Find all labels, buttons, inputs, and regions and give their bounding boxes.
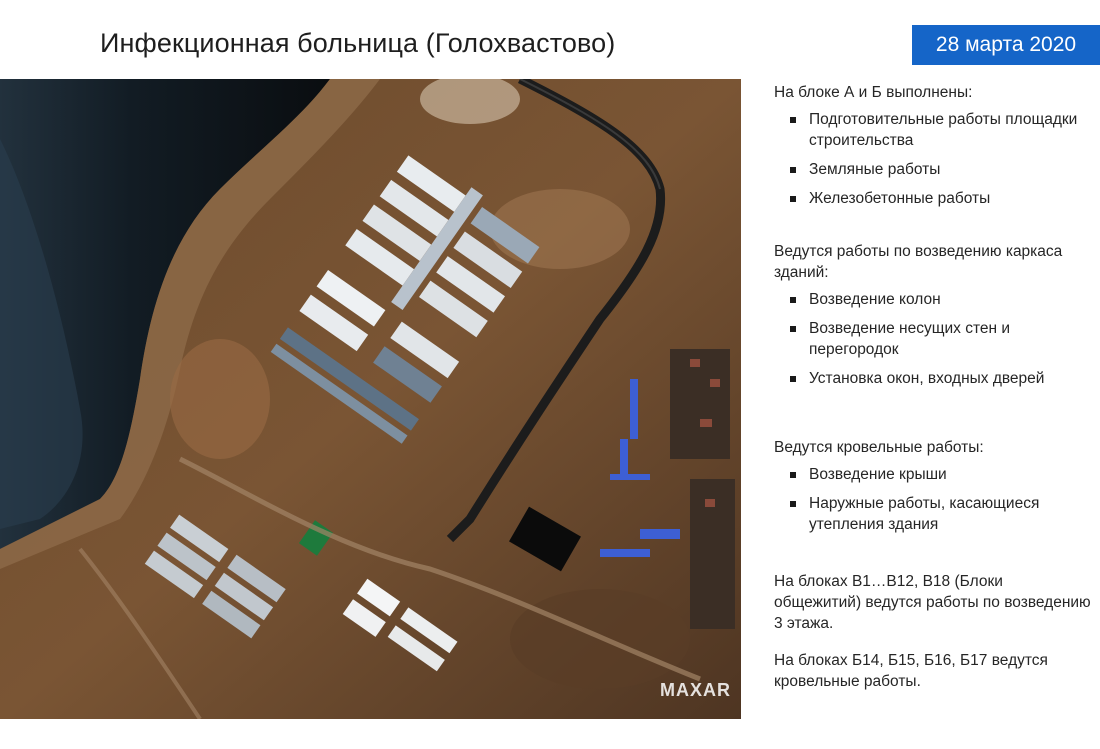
list-item: Наружные работы, касающиеся утепления здания [809, 493, 1094, 535]
bullet-list [774, 109, 1094, 209]
section-title: На блоке А и Б выполнены: [774, 84, 973, 101]
list-item: Возведение колон [809, 289, 1094, 310]
satellite-image [0, 79, 741, 719]
date-badge: 28 марта 2020 [912, 25, 1100, 65]
bullet-list [774, 289, 1094, 389]
maxar-watermark: MAXAR [660, 680, 731, 700]
list-item: Земляные работы [809, 159, 1094, 180]
list-item: Возведение несущих стен и перегородок [809, 318, 1094, 360]
list-item: Железобетонные работы [809, 188, 1094, 209]
info-panel [774, 82, 1094, 692]
page-title: Инфекционная больница (Голохвастово) [100, 28, 616, 58]
section-title: Ведутся работы по возведению каркаса зданий: [774, 243, 1063, 281]
list-item: Подготовительные работы площадки строительства [809, 109, 1094, 151]
note-paragraph: На блоках В1…В12, В18 (Блоки общежитий) ведутся работы по возведению 3 этажа. [774, 573, 1091, 632]
note-paragraph: На блоках Б14, Б15, Б16, Б17 ведутся кровельные работы. [774, 652, 1048, 690]
list-item: Возведение крыши [809, 464, 1094, 485]
list-item: Установка окон, входных дверей [809, 368, 1094, 389]
section-title: Ведутся кровельные работы: [774, 439, 984, 456]
bullet-list [774, 464, 1094, 535]
